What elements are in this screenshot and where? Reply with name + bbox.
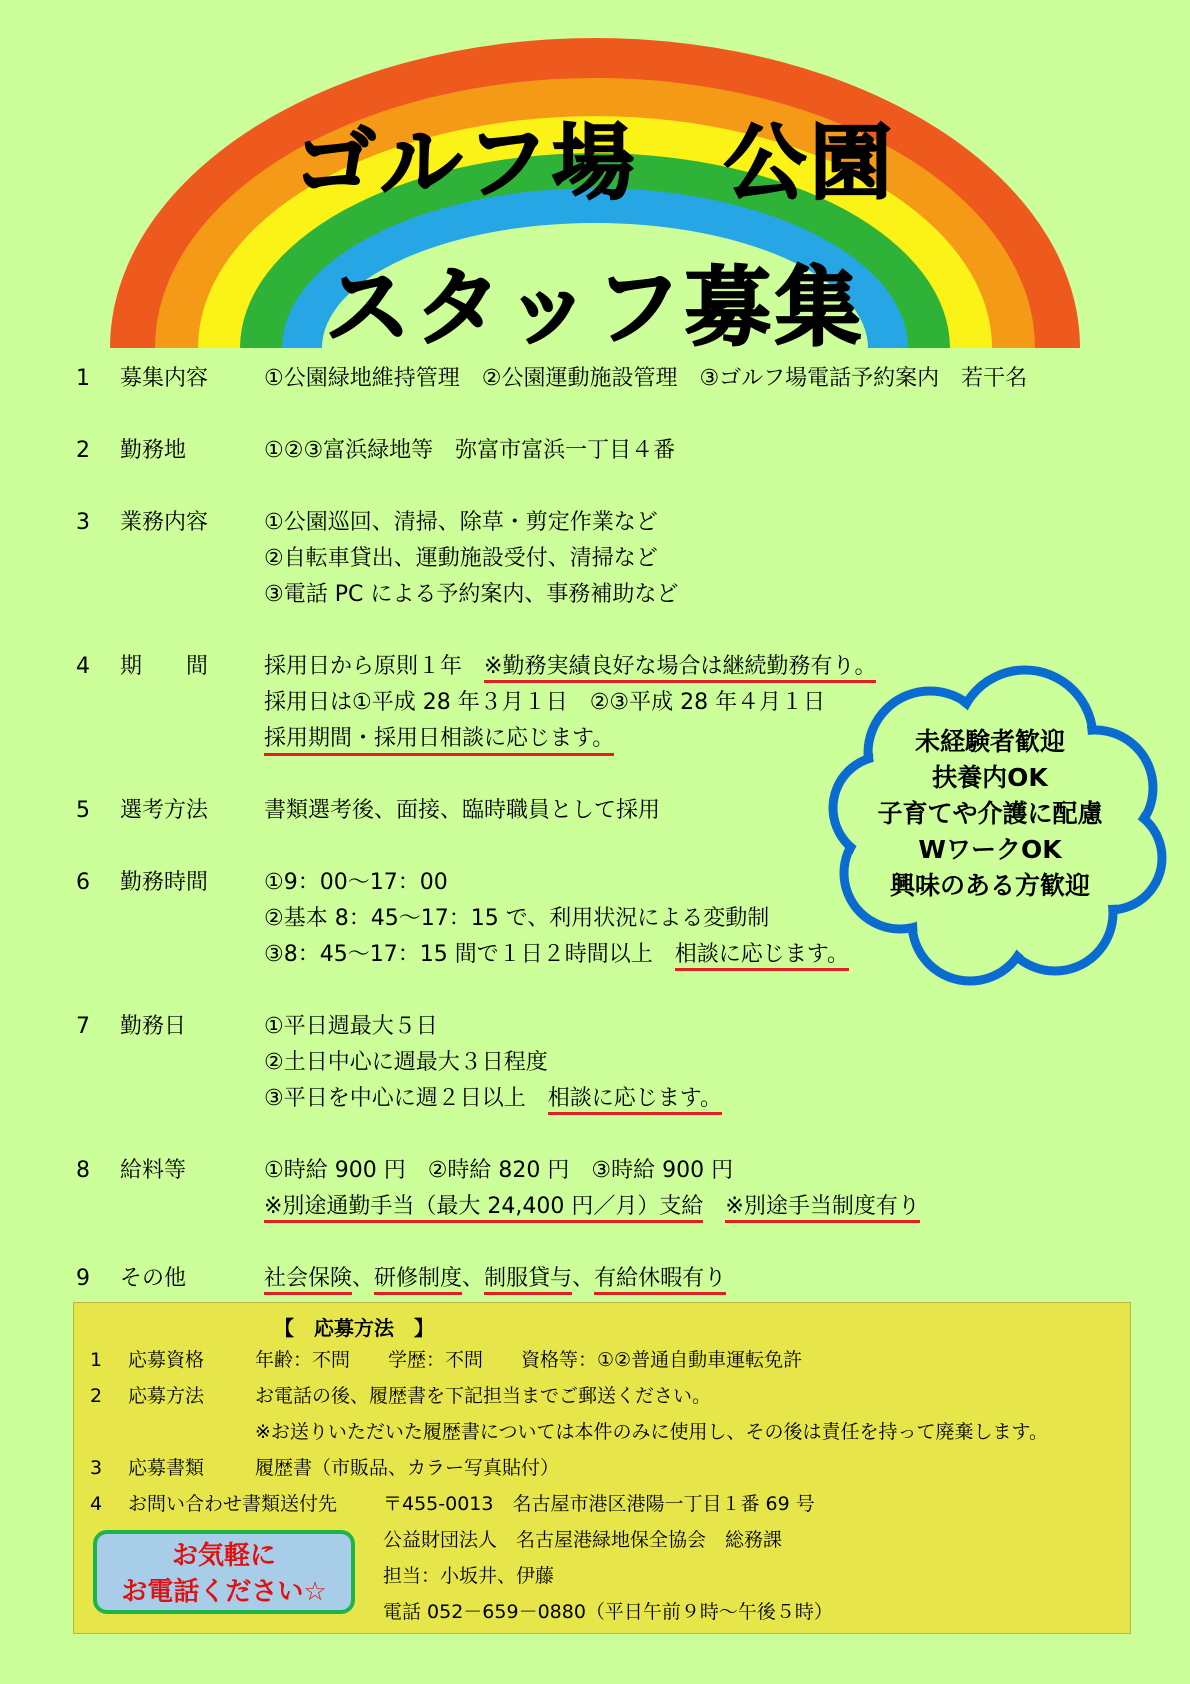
item-label: 給料等 xyxy=(120,1158,187,1183)
item-number: 8 xyxy=(76,1158,90,1183)
item-value-underlined: 採用期間・採用日相談に応じます。 xyxy=(264,726,614,756)
item-value: ②土日中心に週最大３日程度 xyxy=(264,1050,548,1075)
page-title-line2: スタッフ募集 xyxy=(325,258,865,358)
application-heading: 【 応募方法 】 xyxy=(274,1316,434,1340)
item-value: ①②③富浜緑地等 弥富市富浜一丁目４番 xyxy=(264,438,676,463)
item-label: 勤務時間 xyxy=(120,870,209,895)
item-value: 採用日は①平成 28 年３月１日 ②③平成 28 年４月１日 xyxy=(264,690,826,715)
cloud-line: 未経験者歓迎 xyxy=(914,727,1065,756)
item-label: 募集内容 xyxy=(120,366,209,391)
benefit-tag: 社会保険 xyxy=(264,1266,352,1295)
cloud-line: 興味のある方歓迎 xyxy=(889,871,1090,900)
item-value: ③8：45～17：15 間で１日２時間以上 xyxy=(264,942,675,967)
item-label: 勤務日 xyxy=(120,1014,187,1039)
item-value: ②自転車貸出、運動施設受付、清掃など xyxy=(264,546,658,571)
item-value: ③電話 PC による予約案内、事務補助など xyxy=(264,582,679,607)
item-value-underlined: ※別途手当制度有り xyxy=(725,1194,919,1223)
benefit-tag: 有給休暇有り xyxy=(594,1266,726,1295)
item-label: 選考方法 xyxy=(120,798,209,823)
item-number: 1 xyxy=(76,366,90,391)
item-number: 7 xyxy=(76,1014,90,1039)
cloud-text xyxy=(830,724,1150,904)
item-label: 期 間 xyxy=(120,654,209,679)
contact-phone: 電話 052－659－0880（平日午前９時～午後５時） xyxy=(383,1601,833,1623)
item-number: 9 xyxy=(76,1266,90,1291)
item-number: 4 xyxy=(76,654,90,679)
item-value: ①公園緑地維持管理 ②公園運動施設管理 ③ゴルフ場電話予約案内 若干名 xyxy=(264,366,1028,391)
item-label: その他 xyxy=(120,1266,187,1291)
cloud-line: WワークOK xyxy=(918,835,1062,864)
item-value: ②基本 8：45～17：15 で、利用状況による変動制 xyxy=(264,906,770,931)
item-value: ①9：00～17：00 xyxy=(264,870,448,895)
item-value-underlined: ※別途通勤手当（最大 24,400 円／月）支給 xyxy=(264,1194,703,1223)
contact-org: 公益財団法人 名古屋港緑地保全協会 総務課 xyxy=(383,1529,783,1551)
cloud-line: 扶養内OK xyxy=(932,763,1048,792)
cloud-line: 子育てや介護に配慮 xyxy=(877,799,1103,828)
item-number: 6 xyxy=(76,870,90,895)
item-value: ①時給 900 円 ②時給 820 円 ③時給 900 円 xyxy=(264,1158,734,1183)
item-value-underlined: 相談に応じます。 xyxy=(675,942,849,971)
item-value-underlined: 相談に応じます。 xyxy=(548,1086,722,1115)
item-value: ①公園巡回、清掃、除草・剪定作業など xyxy=(264,510,658,535)
contact-staff: 担当：小坂井、伊藤 xyxy=(383,1565,555,1587)
item-value: ③平日を中心に週２日以上 xyxy=(264,1086,548,1111)
item-number: 2 xyxy=(76,438,90,463)
benefit-tag: 制服貸与 xyxy=(484,1266,572,1295)
item-number: 3 xyxy=(76,510,90,535)
item-value: 採用日から原則１年 xyxy=(264,654,485,679)
item-number: 5 xyxy=(76,798,90,823)
page-title-line1: ゴルフ場 公園 xyxy=(293,116,896,211)
item-label: 業務内容 xyxy=(120,510,209,535)
item-value: ①平日週最大５日 xyxy=(264,1014,438,1039)
item-label: 勤務地 xyxy=(120,438,187,463)
benefit-tag: 研修制度 xyxy=(374,1266,462,1295)
item-value-underlined: ※勤務実績良好な場合は継続勤務有り。 xyxy=(484,654,876,683)
call-us-badge[interactable]: お気軽に お電話ください☆ xyxy=(93,1530,355,1614)
item-value: 書類選考後、面接、臨時職員として採用 xyxy=(264,798,661,823)
